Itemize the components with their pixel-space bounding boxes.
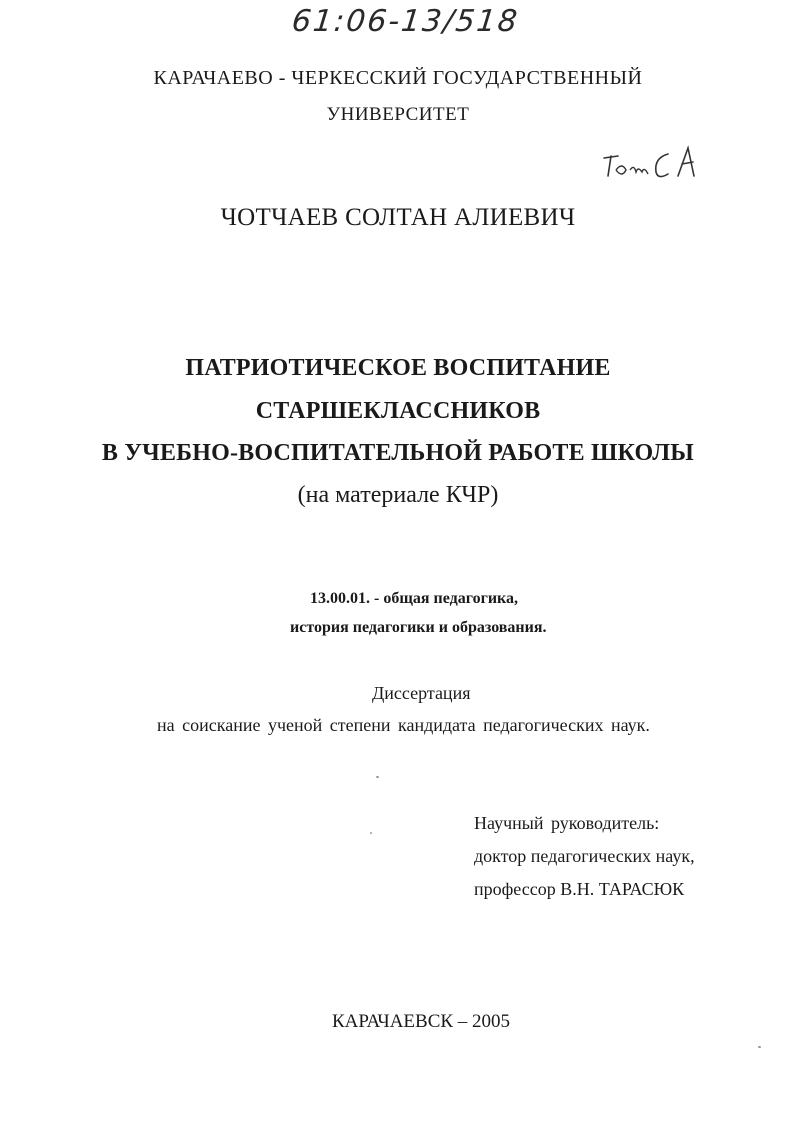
university-name-line2: УНИВЕРСИТЕТ bbox=[326, 104, 470, 125]
advisor-degree: доктор педагогических наук, bbox=[474, 846, 695, 866]
university-name-line1: КАРАЧАЕВО - ЧЕРКЕССКИЙ ГОСУДАРСТВЕННЫЙ bbox=[153, 67, 643, 89]
scan-speck bbox=[376, 776, 379, 778]
dissertation-title-line3: В УЧЕБНО-ВОСПИТАТЕЛЬНОЙ РАБОТЕ ШКОЛЫ bbox=[101, 440, 695, 466]
handwritten-signature-icon bbox=[596, 140, 706, 190]
advisor-name: профессор В.Н. ТАРАСЮК bbox=[474, 879, 685, 899]
dissertation-label: Диссертация bbox=[372, 683, 471, 703]
handwritten-archive-number: 61:06-13/518 bbox=[290, 4, 521, 39]
advisor-label: Научный руководитель: bbox=[474, 813, 660, 833]
city-and-year: КАРАЧАЕВСК – 2005 bbox=[332, 1011, 511, 1032]
dissertation-title-line2: СТАРШЕКЛАССНИКОВ bbox=[255, 398, 541, 424]
dissertation-subtitle: (на материале КЧР) bbox=[297, 482, 499, 508]
specialty-name-line: история педагогики и образования. bbox=[290, 619, 547, 636]
dissertation-degree-description: на соискание ученой степени кандидата педагогических наук. bbox=[157, 715, 650, 735]
dissertation-title-line1: ПАТРИОТИЧЕСКОЕ ВОСПИТАНИЕ bbox=[185, 355, 611, 381]
specialty-code-line: 13.00.01. - общая педагогика, bbox=[310, 590, 519, 607]
author-name: ЧОТЧАЕВ СОЛТАН АЛИЕВИЧ bbox=[220, 204, 576, 231]
scan-speck bbox=[370, 832, 372, 834]
scan-speck bbox=[758, 1046, 761, 1048]
